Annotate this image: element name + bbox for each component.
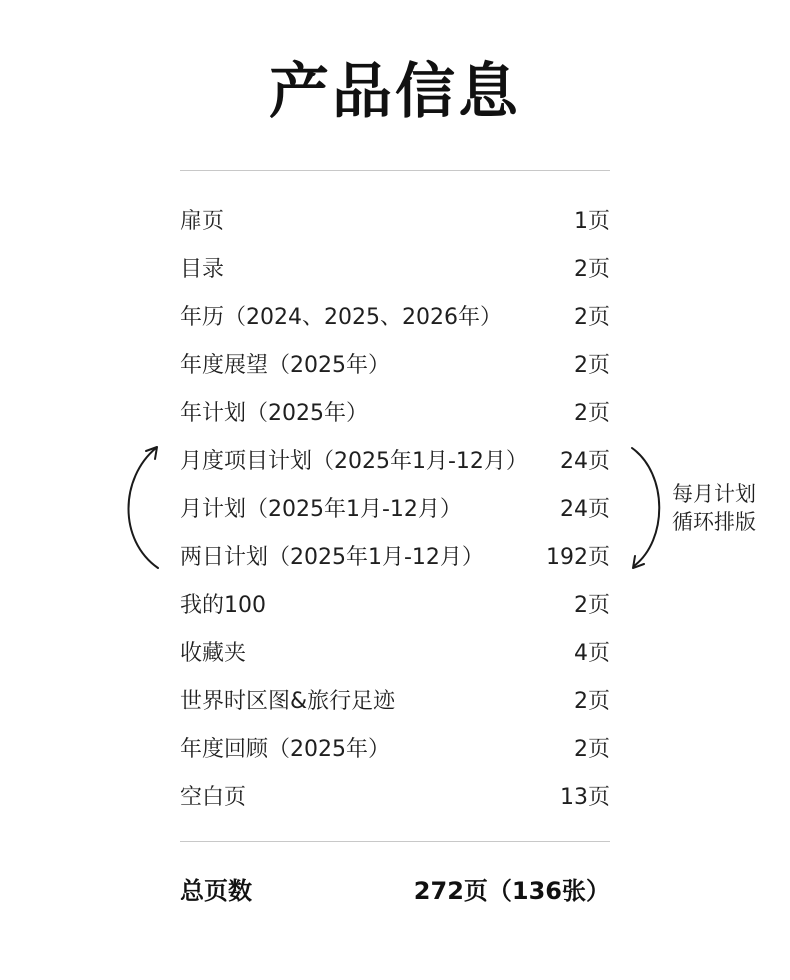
- item-name: 月计划（2025年1月-12月）: [180, 496, 462, 522]
- list-item: [180, 579, 610, 627]
- list-item: [180, 627, 610, 675]
- item-name: 月度项目计划（2025年1月-12月）: [180, 448, 528, 474]
- total-row: [180, 866, 610, 910]
- contents-list: [180, 195, 610, 819]
- item-name: 年度展望（2025年）: [180, 352, 390, 378]
- item-name: 两日计划（2025年1月-12月）: [180, 544, 484, 570]
- item-page-count: 4页: [574, 640, 610, 666]
- item-page-count: 24页: [560, 496, 610, 522]
- list-item: [180, 339, 610, 387]
- item-page-count: 2页: [574, 736, 610, 762]
- item-name: 空白页: [180, 784, 247, 810]
- annotation-line-1: 每月计划: [672, 482, 756, 506]
- list-item: [180, 195, 610, 243]
- right-cycle-arrow-icon: [632, 448, 659, 566]
- list-item: [180, 387, 610, 435]
- item-page-count: 24页: [560, 448, 610, 474]
- list-item: [180, 771, 610, 819]
- item-page-count: 192页: [546, 544, 610, 570]
- item-page-count: 1页: [574, 208, 610, 234]
- item-name: 我的100: [180, 592, 266, 618]
- item-page-count: 2页: [574, 592, 610, 618]
- item-page-count: 2页: [574, 688, 610, 714]
- item-name: 目录: [180, 256, 225, 282]
- item-name: 年计划（2025年）: [180, 400, 368, 426]
- right-arrowhead-icon: [633, 556, 644, 568]
- item-name: 年历（2024、2025、2026年）: [180, 304, 502, 330]
- item-page-count: 2页: [574, 400, 610, 426]
- left-arrowhead-icon: [146, 447, 157, 459]
- page-title: 产品信息: [269, 57, 521, 127]
- list-item: [180, 531, 610, 579]
- list-item: [180, 291, 610, 339]
- item-name: 世界时区图&旅行足迹: [180, 688, 396, 714]
- cycle-annotation: [672, 480, 756, 536]
- total-value: 272页（136张）: [413, 876, 610, 905]
- item-name: 扉页: [180, 208, 225, 234]
- item-page-count: 2页: [574, 256, 610, 282]
- list-item: [180, 483, 610, 531]
- left-cycle-arrow-icon: [129, 448, 159, 568]
- item-page-count: 13页: [560, 784, 610, 810]
- total-label: 总页数: [180, 876, 252, 905]
- list-item: [180, 243, 610, 291]
- item-page-count: 2页: [574, 352, 610, 378]
- bottom-divider: [180, 841, 610, 842]
- list-item: [180, 675, 610, 723]
- list-item: [180, 435, 610, 483]
- list-item: [180, 723, 610, 771]
- annotation-line-2: 循环排版: [672, 510, 756, 534]
- top-divider: [180, 170, 610, 171]
- item-name: 年度回顾（2025年）: [180, 736, 390, 762]
- item-name: 收藏夹: [180, 640, 247, 666]
- item-page-count: 2页: [574, 304, 610, 330]
